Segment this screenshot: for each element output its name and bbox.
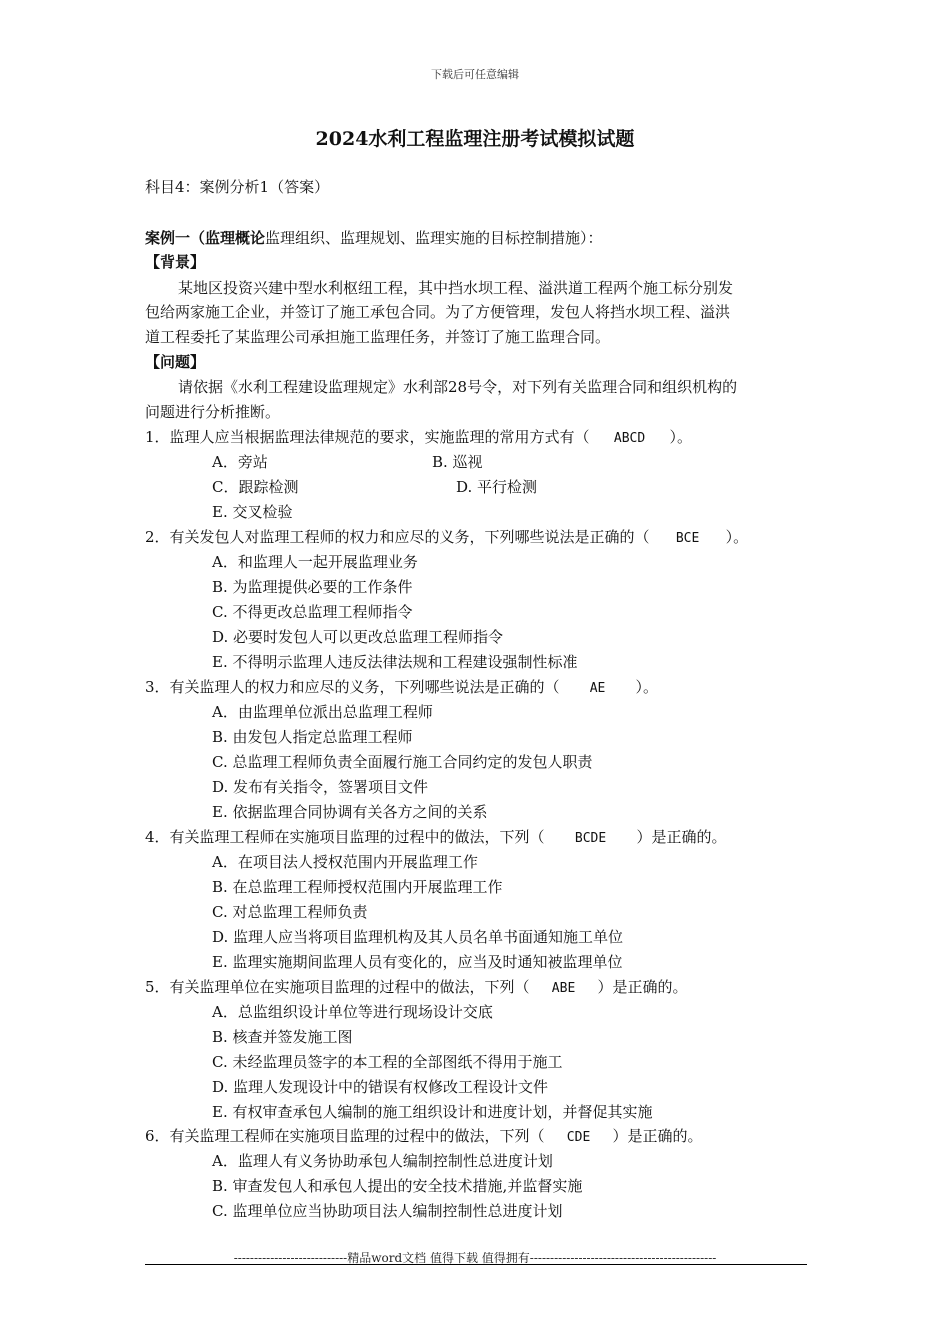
option-c: C. 总监理工程师负责全面履行施工合同约定的发包人职责 <box>212 753 593 771</box>
question-suffix: ）。 <box>669 428 693 446</box>
question-2 <box>145 525 748 551</box>
footer-right-dashes: ---------------------------------------------- <box>529 1251 717 1265</box>
question-text: 4．有关监理工程师在实施项目监理的过程中的做法，下列（ <box>145 828 545 846</box>
question-text: 2．有关发包人对监理工程师的权力和应尽的义务，下列哪些说法是正确的（ <box>145 528 650 546</box>
question-heading: 【问题】 <box>145 353 206 371</box>
case-heading <box>145 226 603 250</box>
background-line: 道工程委托了某监理公司承担施工监理任务，并签订了施工监理合同。 <box>145 328 611 346</box>
question-text: 6．有关监理工程师在实施项目监理的过程中的做法，下列（ <box>145 1127 545 1145</box>
question-suffix: ）。 <box>725 528 749 546</box>
option-d: D. 必要时发包人可以更改总监理工程师指令 <box>212 628 504 646</box>
page-title: 2024水利工程监理注册考试模拟试题 <box>315 128 635 150</box>
background-line: 包给两家施工企业，并签订了施工承包合同。为了方便管理，发包人将挡水坝工程、溢洪 <box>145 303 731 321</box>
question-suffix: ）是正确的。 <box>636 828 727 846</box>
option-d: D. 发布有关指令，签署项目文件 <box>212 778 429 796</box>
option-c: C．跟踪检测 <box>212 478 299 496</box>
option-d: D. 监理人应当将项目监理机构及其人员名单书面通知施工单位 <box>212 928 624 946</box>
question-6 <box>145 1124 703 1150</box>
option-e: E. 交叉检验 <box>212 503 293 521</box>
option-e: E. 依据监理合同协调有关各方之间的关系 <box>212 803 488 821</box>
intro-line: 问题进行分析推断。 <box>145 403 281 421</box>
answer: BCDE <box>574 831 607 846</box>
answer: ABCD <box>613 431 646 446</box>
case-bold-part: 监理概论 <box>205 229 266 247</box>
header-note: 下载后可任意编辑 <box>431 68 519 81</box>
option-b: B. 核查并签发施工图 <box>212 1028 353 1046</box>
background-line: 某地区投资兴建中型水利枢纽工程，其中挡水坝工程、溢洪道工程两个施工标分别发 <box>178 279 734 297</box>
answer: BCE <box>675 531 700 546</box>
option-a: A．旁站 <box>212 453 268 471</box>
option-c: C. 监理单位应当协助项目法人编制控制性总进度计划 <box>212 1202 563 1220</box>
question-text: 5．有关监理单位在实施项目监理的过程中的做法，下列（ <box>145 978 530 996</box>
intro-line: 请依据《水利工程建设监理规定》水利部28号令，对下列有关监理合同和组织机构的 <box>178 378 738 396</box>
option-b: B. 为监理提供必要的工作条件 <box>212 578 413 596</box>
footer-divider <box>145 1264 807 1265</box>
question-suffix: ）是正确的。 <box>612 1127 703 1145</box>
option-b: B. 由发包人指定总监理工程师 <box>212 728 413 746</box>
option-a: A．由监理单位派出总监理工程师 <box>212 703 433 721</box>
option-e: E. 有权审查承包人编制的施工组织设计和进度计划，并督促其实施 <box>212 1103 653 1121</box>
question-text: 1．监理人应当根据监理法律规范的要求，实施监理的常用方式有（ <box>145 428 590 446</box>
question-suffix: ）是正确的。 <box>597 978 688 996</box>
footer-caption: 精品word文档 值得下载 值得拥有 <box>347 1251 530 1265</box>
answer: CDE <box>566 1130 591 1145</box>
option-a: A．总监组织设计单位等进行现场设计交底 <box>212 1003 493 1021</box>
case-rest: 监理组织、监理规划、监理实施的目标控制措施）： <box>265 229 603 247</box>
option-b: B. 在总监理工程师授权范围内开展监理工作 <box>212 878 503 896</box>
question-suffix: ）。 <box>635 678 659 696</box>
option-e: E. 不得明示监理人违反法律法规和工程建设强制性标准 <box>212 653 578 671</box>
answer: AE <box>589 681 606 696</box>
option-c: C. 不得更改总监理工程师指令 <box>212 603 413 621</box>
question-text: 3．有关监理人的权力和应尽的义务，下列哪些说法是正确的（ <box>145 678 560 696</box>
option-e: E. 监理实施期间监理人员有变化的，应当及时通知被监理单位 <box>212 953 623 971</box>
question-1 <box>145 425 692 451</box>
question-5 <box>145 975 688 1001</box>
answer: ABE <box>551 981 576 996</box>
option-d: D. 平行检测 <box>456 478 538 496</box>
option-c: C. 未经监理员签字的本工程的全部图纸不得用于施工 <box>212 1053 563 1071</box>
subject-line: 科目4：案例分析1（答案） <box>145 178 330 196</box>
option-c: C. 对总监理工程师负责 <box>212 903 368 921</box>
background-heading: 【背景】 <box>145 253 206 271</box>
question-4 <box>145 825 727 851</box>
case-prefix: 案例一（ <box>145 229 206 247</box>
option-a: A．在项目法人授权范围内开展监理工作 <box>212 853 478 871</box>
question-3 <box>145 675 658 701</box>
footer-left-dashes: ---------------------------- <box>233 1251 348 1265</box>
option-b: B. 巡视 <box>432 453 483 471</box>
option-a: A．和监理人一起开展监理业务 <box>212 553 418 571</box>
option-a: A．监理人有义务协助承包人编制控制性总进度计划 <box>212 1152 553 1170</box>
option-d: D. 监理人发现设计中的错误有权修改工程设计文件 <box>212 1078 549 1096</box>
option-b: B. 审查发包人和承包人提出的安全技术措施,并监督实施 <box>212 1177 583 1195</box>
